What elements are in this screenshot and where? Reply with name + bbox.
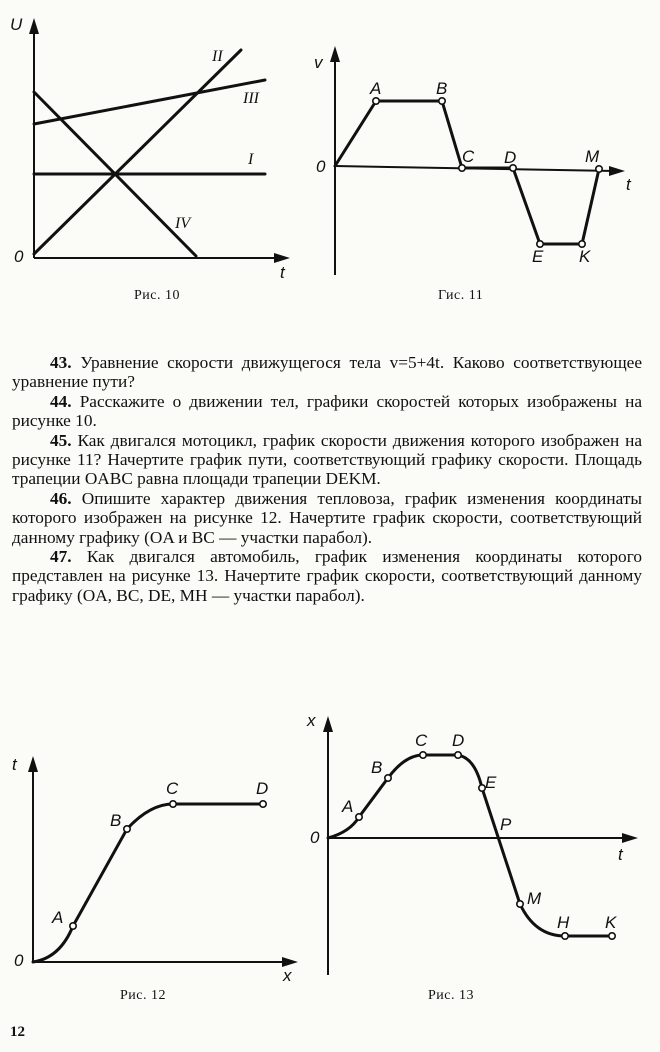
point-H <box>562 933 568 939</box>
line-II-label: II <box>212 48 223 65</box>
label-B: B <box>110 811 122 830</box>
problem-number: 45. <box>50 430 72 450</box>
problem-number: 47. <box>50 547 72 567</box>
problem-number: 43. <box>50 353 72 372</box>
point-A <box>356 814 362 820</box>
x-axis-arrow <box>622 833 638 843</box>
x-axis-label: t <box>618 845 623 864</box>
label-M: M <box>585 147 600 166</box>
problem-text: Опишите характер движения тепловоза, график изменения координаты которого изображен на рисунке 12. Начертите график скорости, соответствующий данному графику (OA и BC — участки парабол). <box>12 488 642 547</box>
figure-13-caption: Рис. 13 <box>428 988 474 1003</box>
point-C <box>420 752 426 758</box>
label-D: D <box>452 731 465 750</box>
problem-text: Как двигался мотоцикл, график скорости движения которого изображен на рисунке 11? Начертите график пути, соответствующий графику скорости. Площадь трапеции OABC равна площади трапеции DEKM. <box>12 430 643 489</box>
point-K <box>609 933 615 939</box>
line-III-label: III <box>243 90 259 107</box>
problem-text: Как двигался автомобиль, график изменения координаты которого представлен на рисунке 13. Начертите график скорости, соответствующий данному графику (OA, BC, DE, MH — участки парабол). <box>12 547 642 605</box>
label-E: E <box>532 247 544 266</box>
label-C: C <box>462 147 475 166</box>
label-B: B <box>371 758 383 777</box>
figure-12-caption: Рис. 12 <box>120 988 166 1003</box>
y-axis-label: t <box>12 755 17 774</box>
label-A: A <box>370 79 382 98</box>
label-K: K <box>605 913 617 932</box>
label-A: A <box>342 797 354 816</box>
label-B: B <box>436 79 448 98</box>
label-H: H <box>557 913 570 932</box>
y-axis-arrow <box>323 716 333 732</box>
x-axis-label: t <box>280 263 285 282</box>
origin-label: 0 <box>310 828 320 847</box>
line-I-label: I <box>248 151 254 168</box>
label-P: P <box>500 815 512 834</box>
figure-10-caption: Рис. 10 <box>134 288 180 303</box>
label-D: D <box>504 148 517 167</box>
label-C: C <box>415 731 428 750</box>
line-IV-label: IV <box>175 215 191 232</box>
label-A: A <box>52 908 64 927</box>
problem-number: 46. <box>50 488 72 508</box>
point-D <box>455 752 461 758</box>
origin-label: 0 <box>316 157 326 176</box>
point-M <box>517 901 523 907</box>
y-axis-label: U <box>10 15 23 34</box>
label-K: K <box>579 247 591 266</box>
page-number: 12 <box>10 1024 25 1040</box>
label-M: M <box>527 889 542 908</box>
x-axis-label: x <box>283 966 292 985</box>
y-axis-label: x <box>307 711 316 730</box>
origin-label: 0 <box>14 951 24 970</box>
figure-11-caption: Гис. 11 <box>438 288 484 303</box>
point-B <box>385 775 391 781</box>
problem-number: 44. <box>50 391 72 411</box>
coordinate-curve <box>328 755 612 936</box>
problem-text: Уравнение скорости движущегося тела v=5+4t. Каково соответствующее уравнение пути? <box>12 353 642 392</box>
label-E: E <box>485 773 497 792</box>
problem-text: Расскажите о движении тел, графики скоростей которых изображены на рисунке 10. <box>12 391 642 431</box>
label-C: C <box>166 779 179 798</box>
y-axis-label: v <box>314 53 323 72</box>
origin-label: 0 <box>14 247 24 266</box>
label-D: D <box>256 779 269 798</box>
x-axis-label: t <box>626 175 631 194</box>
